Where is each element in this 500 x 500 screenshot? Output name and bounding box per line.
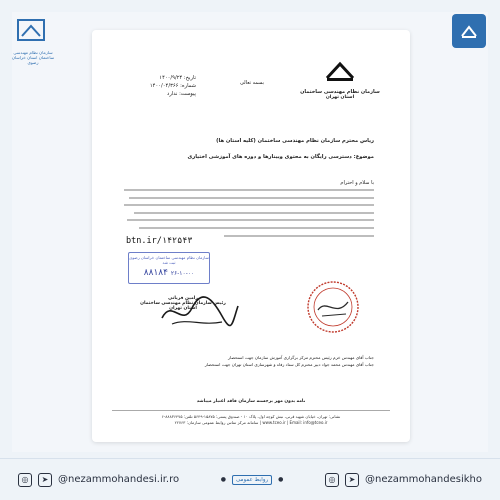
date-label: تاریخ: ۱۴۰۰/۹/۲۴ [159,75,196,81]
webinar-link[interactable]: btn.ir/۱۴۲۵۴۳ [126,236,193,246]
footer-address: نشانی: تهران، خیابان شهید قرنی، نبش کوچه اول، پلاک ۱۰ - صندوق پستی: ۱۵۸۷۵-۵۶۴۹ تلفن: ۸۸۸۳۶۴۷۵-۶ [161,414,341,419]
letter-body [124,189,374,242]
stamp-number: ۸۸۱۸۴ [143,268,168,278]
stamp-sub: ثبت شد [162,260,176,265]
dot-icon: ● [278,476,284,483]
letter-meta [126,74,196,98]
basmala: بسمه تعالی [239,80,265,86]
footer-note: نامه بدون مهر برجسته سازمان فاقد اعتبار میباشد [196,399,306,404]
stamp-title: سازمان نظام مهندسی ساختمان خراسان رضوی [129,255,209,260]
social-bar [0,458,500,500]
building-logo-icon [14,14,48,48]
letter-footer [112,410,390,426]
brand-logo-right [452,14,486,48]
signature-icon [152,288,242,334]
brand-left-text: سازمان نظام مهندسی ساختمان استان خراسان رضوی [11,50,55,65]
footer-web: www.tceo.ir | Email: info@tceo.ir | سامانه مرکز تماس روابط عمومی سازمان: ۲۲۷۶۳ [174,420,328,425]
center-social [221,475,284,485]
left-handle[interactable]: @nezammohandesi.ir.ro [58,474,180,485]
telegram-icon[interactable]: ➤ [38,473,52,487]
signer-title: رئیس سازمان نظام مهندسی ساختمان استان تهران [140,301,226,311]
right-social [325,473,482,487]
center-tag: روابط عمومی [232,475,272,485]
attachment-label: پیوست: ندارد [167,91,196,97]
org-province: استان تهران [325,95,355,100]
cc-list [134,354,374,368]
subject-line: موضوع: دسترسی رایگان به محتوی وبینارها و دوره های آموزشی اختیاری [187,154,374,160]
number-label: شماره: ۱۴۰۰/۰۴/۳۶۶ [149,83,196,89]
cc-line-2: جناب آقای مهندس محمد جواد دبیر محترم کل ستاد رفاه و شهرسازی استان تهران جهت استحضار [204,362,374,367]
instagram-icon[interactable]: ◎ [325,473,339,487]
dot-icon: ● [220,476,226,483]
org-logo [300,60,380,100]
official-seal-icon [306,280,360,334]
org-logo-icon [325,60,355,82]
left-social [18,473,179,487]
addressee: ریاس محترم سازمان نظام مهندسی ساختمان (کلیه استان ها) [216,138,374,144]
signer-name: رامین قربانی [168,296,198,301]
cc-line-1: جناب آقای مهندس خرم رئیس محترم مرکز برگزاری آموزش سازمان جهت استحضار [228,355,374,360]
letter-document [92,30,410,442]
stamp-date: ۲۶-۱۰-۰۰ [170,270,195,277]
instagram-icon[interactable]: ◎ [18,473,32,487]
right-handle[interactable]: @nezammohandesikho [364,474,482,485]
telegram-icon[interactable]: ➤ [345,473,359,487]
building-logo-icon [459,21,479,41]
greeting: با سلام و احترام [340,180,374,186]
org-name: سازمان نظام مهندسی ساختمان [300,89,380,95]
registration-stamp [128,252,210,284]
brand-logo-left [14,14,48,48]
